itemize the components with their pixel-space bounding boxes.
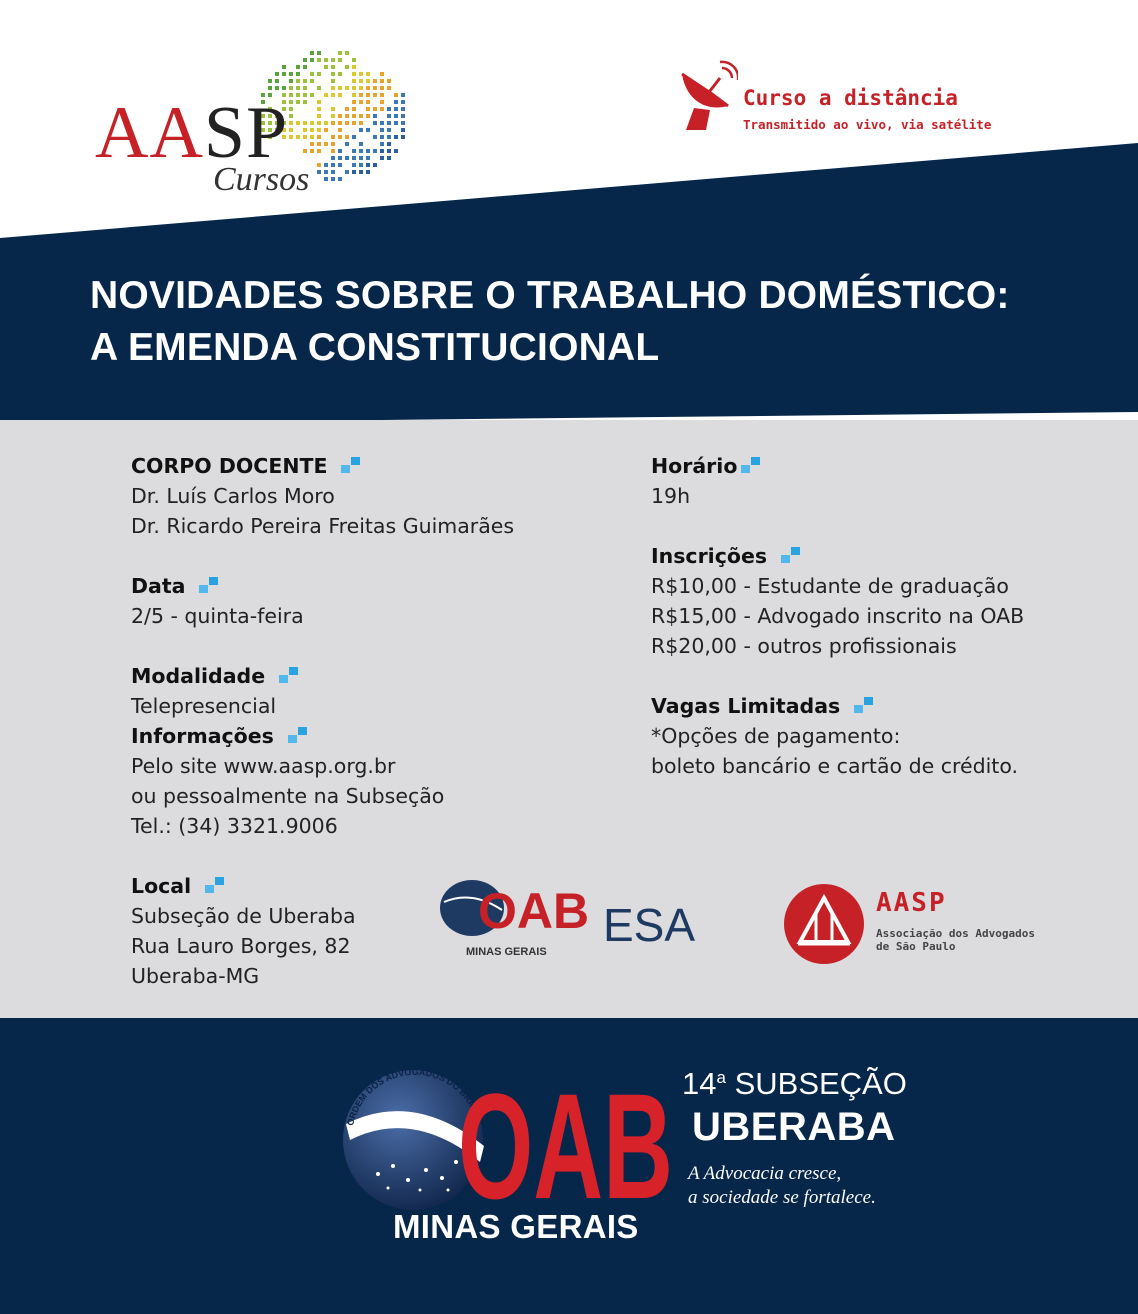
oab-letters-logo	[458, 1060, 678, 1210]
blue-square-icon	[781, 547, 801, 563]
horario-label: Horário	[651, 454, 738, 478]
inscricao-item: R$20,00 - outros profissionais	[651, 634, 957, 658]
horario-value: 19h	[651, 484, 691, 508]
oab-footer-mark: OAB	[458, 1062, 673, 1210]
blue-square-icon	[279, 667, 299, 683]
svg-text:ORDEM DOS ADVOGADOS DO BRASIL: ORDEM DOS ADVOGADOS DO BRASIL	[345, 1066, 484, 1127]
docente-item: Dr. Ricardo Pereira Freitas Guimarães	[131, 514, 515, 538]
badge-subtitle: Transmitido ao vivo, via satélite	[743, 117, 992, 132]
info-label: Informações	[131, 724, 274, 748]
oab-esa-region: MINAS GERAIS	[466, 946, 547, 958]
docente-item: Dr. Luís Carlos Moro	[131, 484, 335, 508]
inscricoes-label: Inscrições	[651, 544, 768, 568]
right-info-column	[651, 451, 1091, 781]
footer-region: MINAS GERAIS	[393, 1208, 639, 1245]
blue-square-icon	[741, 457, 761, 473]
data-label: Data	[131, 574, 186, 598]
oab-esa-logo	[438, 876, 598, 938]
inscricao-item: R$10,00 - Estudante de graduação	[651, 574, 1009, 598]
oab-esa-mark: OAB	[478, 883, 590, 938]
satellite-dish-icon	[676, 60, 738, 132]
vagas-line: *Opções de pagamento:	[651, 724, 901, 748]
modalidade-value: Telepresencial	[131, 694, 277, 718]
info-line: ou pessoalmente na Subseção	[131, 784, 445, 808]
aasp-cursos-logo: AASP	[95, 92, 289, 174]
inscricao-item: R$15,00 - Advogado inscrito na OAB	[651, 604, 1025, 628]
docentes-label: CORPO DOCENTE	[131, 454, 328, 478]
modalidade-label: Modalidade	[131, 664, 266, 688]
blue-square-icon	[205, 877, 225, 893]
city-name: UBERABA	[692, 1105, 896, 1149]
vagas-line: boleto bancário e cartão de crédito.	[651, 754, 1019, 778]
title-line-1: NOVIDADES SOBRE O TRABALHO DOMÉSTICO:	[90, 274, 1010, 317]
local-line: Uberaba-MG	[131, 964, 260, 988]
info-line: Pelo site www.aasp.org.br	[131, 754, 396, 778]
local-line: Rua Lauro Borges, 82	[131, 934, 351, 958]
badge-title: Curso a distância	[743, 86, 958, 110]
aasp-partner-name: AASP	[876, 888, 947, 918]
subsecao-heading: 14$^a$ SUBSEÇÃO	[682, 1066, 907, 1101]
aasp-partner-fullname: Associação dos Advogados de São Paulo	[876, 927, 1035, 953]
local-label: Local	[131, 874, 192, 898]
title-line-2: A EMENDA CONSTITUCIONAL	[90, 326, 660, 369]
data-value: 2/5 - quinta-feira	[131, 604, 304, 628]
vagas-label: Vagas Limitadas	[651, 694, 841, 718]
footer-tagline: A Advocacia cresce, a sociedade se fortalece.	[688, 1163, 876, 1208]
local-line: Subseção de Uberaba	[131, 904, 356, 928]
page-title	[90, 270, 1010, 374]
blue-square-icon	[854, 697, 874, 713]
aasp-seal-icon	[782, 882, 866, 966]
info-line: Tel.: (34) 3321.9006	[131, 814, 338, 838]
blue-square-icon	[288, 727, 308, 743]
blue-square-icon	[199, 577, 219, 593]
aasp-cursos-subtitle: Cursos	[213, 161, 310, 198]
blue-square-icon	[341, 457, 361, 473]
esa-label: ESA	[603, 899, 696, 951]
